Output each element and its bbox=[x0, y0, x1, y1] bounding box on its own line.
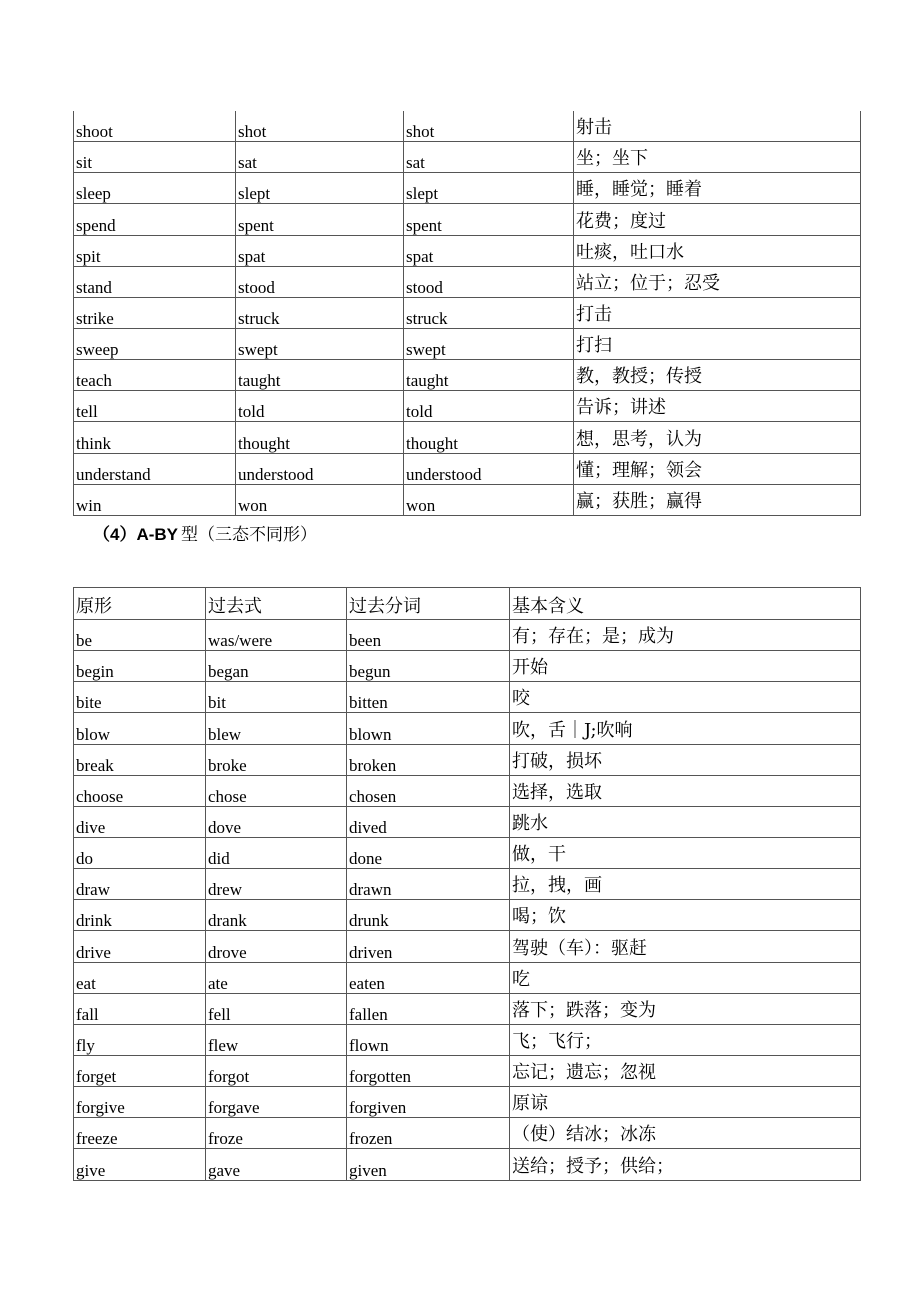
table-row bbox=[74, 111, 860, 142]
past-participle-cell: flown bbox=[347, 1025, 510, 1055]
past-participle-cell: blown bbox=[347, 713, 510, 743]
past-tense-cell: slept bbox=[236, 173, 404, 203]
table-row bbox=[74, 1087, 860, 1118]
base-form-cell: freeze bbox=[74, 1118, 206, 1148]
base-form-cell: shoot bbox=[74, 111, 236, 141]
table-row bbox=[74, 745, 860, 776]
table-row bbox=[74, 963, 860, 994]
past-participle-cell: thought bbox=[404, 422, 574, 452]
past-participle-cell: bitten bbox=[347, 682, 510, 712]
header-meaning: 基本含义 bbox=[512, 596, 584, 616]
past-participle-cell: drawn bbox=[347, 869, 510, 899]
meaning-cell: 赢；获胜；赢得 bbox=[576, 490, 702, 512]
past-tense-cell: thought bbox=[236, 422, 404, 452]
meaning-cell: 射击 bbox=[576, 117, 612, 139]
verb-table-continued bbox=[73, 111, 861, 516]
meaning-cell: 送给；授予；供给； bbox=[512, 1155, 674, 1177]
past-participle-cell: drunk bbox=[347, 900, 510, 930]
base-form-cell: blow bbox=[74, 713, 206, 743]
section-title: 型（三态不同形） bbox=[181, 525, 318, 544]
past-participle-cell: told bbox=[404, 391, 574, 421]
past-tense-cell: began bbox=[206, 651, 347, 681]
past-tense-cell: won bbox=[236, 485, 404, 515]
base-form-cell: spend bbox=[74, 204, 236, 234]
meaning-cell: 站立；位于；忍受 bbox=[576, 272, 720, 294]
past-tense-cell: froze bbox=[206, 1118, 347, 1148]
meaning-cell: 开始 bbox=[512, 657, 548, 679]
base-form-cell: fly bbox=[74, 1025, 206, 1055]
meaning-cell: 吹，舌｜J;吹响 bbox=[512, 719, 633, 741]
base-form-cell: tell bbox=[74, 391, 236, 421]
table-row bbox=[74, 1056, 860, 1087]
section-number-label: （4）A-BY bbox=[93, 525, 179, 544]
base-form-cell: break bbox=[74, 745, 206, 775]
past-participle-cell: chosen bbox=[347, 776, 510, 806]
base-form-cell: drink bbox=[74, 900, 206, 930]
meaning-cell: 打扫 bbox=[576, 335, 612, 357]
meaning-cell: 吃 bbox=[512, 968, 530, 990]
past-participle-cell: broken bbox=[347, 745, 510, 775]
meaning-cell: 告诉；讲述 bbox=[576, 397, 666, 419]
past-participle-cell: been bbox=[347, 620, 510, 650]
table-row bbox=[74, 776, 860, 807]
past-participle-cell: begun bbox=[347, 651, 510, 681]
past-participle-cell: dived bbox=[347, 807, 510, 837]
past-participle-cell: swept bbox=[404, 329, 574, 359]
table-row bbox=[74, 1118, 860, 1149]
past-tense-cell: chose bbox=[206, 776, 347, 806]
base-form-cell: understand bbox=[74, 454, 236, 484]
meaning-cell: 忘记；遗忘；忽视 bbox=[512, 1062, 656, 1084]
section-heading bbox=[93, 524, 317, 546]
meaning-cell: 驾驶（车）：驱赶 bbox=[512, 937, 647, 959]
past-tense-cell: forgave bbox=[206, 1087, 347, 1117]
base-form-cell: teach bbox=[74, 360, 236, 390]
past-participle-cell: fallen bbox=[347, 994, 510, 1024]
table-row bbox=[74, 360, 860, 391]
meaning-cell: 打破，损坏 bbox=[512, 750, 602, 772]
meaning-cell: 拉，拽，画 bbox=[512, 875, 602, 897]
header-past-tense: 过去式 bbox=[206, 588, 347, 619]
header-past-participle: 过去分词 bbox=[347, 588, 510, 619]
past-participle-cell: driven bbox=[347, 931, 510, 961]
meaning-cell: 教，教授；传授 bbox=[576, 366, 702, 388]
table-row bbox=[74, 298, 860, 329]
past-participle-cell: taught bbox=[404, 360, 574, 390]
past-participle-cell: done bbox=[347, 838, 510, 868]
base-form-cell: draw bbox=[74, 869, 206, 899]
table-row bbox=[74, 651, 860, 682]
table-row bbox=[74, 1149, 860, 1180]
past-participle-cell: stood bbox=[404, 267, 574, 297]
base-form-cell: stand bbox=[74, 267, 236, 297]
past-tense-cell: stood bbox=[236, 267, 404, 297]
past-tense-cell: shot bbox=[236, 111, 404, 141]
base-form-cell: sleep bbox=[74, 173, 236, 203]
meaning-cell: 喝；饮 bbox=[512, 906, 566, 928]
past-tense-cell: sat bbox=[236, 142, 404, 172]
table-row bbox=[74, 900, 860, 931]
past-tense-cell: broke bbox=[206, 745, 347, 775]
table-row bbox=[74, 931, 860, 962]
meaning-cell: 想，思考，认为 bbox=[576, 428, 702, 450]
table-row bbox=[74, 422, 860, 453]
base-form-cell: forgive bbox=[74, 1087, 206, 1117]
base-form-cell: begin bbox=[74, 651, 206, 681]
base-form-cell: do bbox=[74, 838, 206, 868]
past-participle-cell: struck bbox=[404, 298, 574, 328]
past-tense-cell: blew bbox=[206, 713, 347, 743]
meaning-cell: 做，干 bbox=[512, 844, 566, 866]
table-row bbox=[74, 994, 860, 1025]
table-row bbox=[74, 485, 860, 516]
meaning-cell: 打击 bbox=[576, 303, 612, 325]
past-participle-cell: forgotten bbox=[347, 1056, 510, 1086]
past-tense-cell: struck bbox=[236, 298, 404, 328]
past-tense-cell: forgot bbox=[206, 1056, 347, 1086]
past-tense-cell: understood bbox=[236, 454, 404, 484]
meaning-cell: 懂；理解；领会 bbox=[576, 459, 702, 481]
header-base-form: 原形 bbox=[74, 588, 206, 619]
past-tense-cell: drew bbox=[206, 869, 347, 899]
table-row bbox=[74, 713, 860, 744]
past-participle-cell: understood bbox=[404, 454, 574, 484]
verb-table-a-by bbox=[73, 587, 861, 1181]
base-form-cell: choose bbox=[74, 776, 206, 806]
past-participle-cell: frozen bbox=[347, 1118, 510, 1148]
base-form-cell: be bbox=[74, 620, 206, 650]
past-participle-cell: slept bbox=[404, 173, 574, 203]
table-row bbox=[74, 173, 860, 204]
table-row bbox=[74, 236, 860, 267]
past-tense-cell: flew bbox=[206, 1025, 347, 1055]
past-tense-cell: swept bbox=[236, 329, 404, 359]
meaning-cell: 吐痰，吐口水 bbox=[576, 241, 684, 263]
table-row bbox=[74, 329, 860, 360]
table-row bbox=[74, 807, 860, 838]
meaning-cell: 花费；度过 bbox=[576, 210, 666, 232]
meaning-cell: 睡，睡觉；睡着 bbox=[576, 179, 702, 201]
table-row bbox=[74, 869, 860, 900]
meaning-cell: 落下；跌落；变为 bbox=[512, 999, 656, 1021]
past-tense-cell: bit bbox=[206, 682, 347, 712]
past-tense-cell: drank bbox=[206, 900, 347, 930]
table-row bbox=[74, 454, 860, 485]
base-form-cell: spit bbox=[74, 236, 236, 266]
past-tense-cell: spent bbox=[236, 204, 404, 234]
past-participle-cell: sat bbox=[404, 142, 574, 172]
base-form-cell: give bbox=[74, 1149, 206, 1179]
base-form-cell: forget bbox=[74, 1056, 206, 1086]
table-row bbox=[74, 620, 860, 651]
meaning-cell: 坐；坐下 bbox=[576, 148, 648, 170]
table-row bbox=[74, 391, 860, 422]
base-form-cell: win bbox=[74, 485, 236, 515]
meaning-cell: 原谅 bbox=[512, 1093, 548, 1115]
base-form-cell: think bbox=[74, 422, 236, 452]
past-tense-cell: spat bbox=[236, 236, 404, 266]
past-participle-cell: forgiven bbox=[347, 1087, 510, 1117]
meaning-cell: 有；存在；是；成为 bbox=[512, 626, 674, 648]
base-form-cell: bite bbox=[74, 682, 206, 712]
meaning-cell: 跳水 bbox=[512, 812, 548, 834]
past-participle-cell: given bbox=[347, 1149, 510, 1179]
table-row bbox=[74, 267, 860, 298]
past-participle-cell: eaten bbox=[347, 963, 510, 993]
past-tense-cell: told bbox=[236, 391, 404, 421]
base-form-cell: drive bbox=[74, 931, 206, 961]
table-row bbox=[74, 142, 860, 173]
table-row bbox=[74, 1025, 860, 1056]
base-form-cell: dive bbox=[74, 807, 206, 837]
table-header-row bbox=[74, 588, 860, 620]
meaning-cell: 飞；飞行； bbox=[512, 1030, 602, 1052]
past-tense-cell: dove bbox=[206, 807, 347, 837]
base-form-cell: strike bbox=[74, 298, 236, 328]
table-row bbox=[74, 682, 860, 713]
table-row bbox=[74, 204, 860, 235]
base-form-cell: eat bbox=[74, 963, 206, 993]
past-tense-cell: was/were bbox=[206, 620, 347, 650]
base-form-cell: sit bbox=[74, 142, 236, 172]
base-form-cell: sweep bbox=[74, 329, 236, 359]
past-participle-cell: won bbox=[404, 485, 574, 515]
past-participle-cell: spat bbox=[404, 236, 574, 266]
table-row bbox=[74, 838, 860, 869]
past-participle-cell: shot bbox=[404, 111, 574, 141]
past-tense-cell: ate bbox=[206, 963, 347, 993]
past-participle-cell: spent bbox=[404, 204, 574, 234]
meaning-cell: 咬 bbox=[512, 688, 530, 710]
past-tense-cell: gave bbox=[206, 1149, 347, 1179]
past-tense-cell: did bbox=[206, 838, 347, 868]
meaning-cell: （使）结冰；冰冻 bbox=[512, 1124, 656, 1146]
meaning-cell: 选择，选取 bbox=[512, 781, 602, 803]
past-tense-cell: drove bbox=[206, 931, 347, 961]
past-tense-cell: taught bbox=[236, 360, 404, 390]
base-form-cell: fall bbox=[74, 994, 206, 1024]
past-tense-cell: fell bbox=[206, 994, 347, 1024]
